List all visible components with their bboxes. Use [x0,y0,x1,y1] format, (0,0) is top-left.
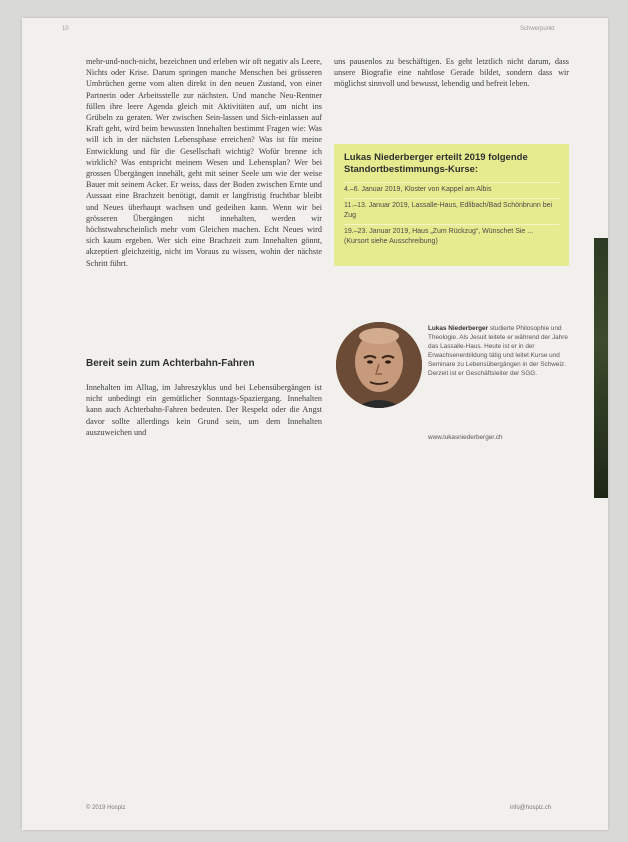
course-item: 19.–23. Januar 2019, Haus „Zum Rückzug“, Wünschet Sie ... (Kursort siehe Ausschreibung) [344,224,559,250]
author-portrait-illustration [336,322,422,408]
section-label: Schwerpunkt [520,26,555,32]
author-portrait [336,322,422,408]
edge-photo-strip [594,238,608,498]
footer-contact: info@hospiz.ch [510,805,552,811]
left-paragraph-1: mehr-und-noch-nicht, bezeichnen und erleben wir oft negativ als Leere, Nichts oder Krise. Darum springen manche Menschen bei grösseren Umbrüchen gerne vom alten direkt in den neuen Zustand, von einer Partnerin oder Arbeitsstelle zur nächsten. Und manche Neu-Rentner füllen ihre leere Agenda gleich mit Aktivitäten auf, um nicht ins Grübeln zu geraten. Wer zwischen Sein-lassen und Sich-einlassen auf Kraft geht, wird beim bewussten Innehalten bestimmt Fragen wie: Was will ich in der nächsten Lebensphase erreichen? Was ist für meine Entwicklung und für die Gesellschaft wichtig? Wofür brenne ich wirklich? Was entspricht meinem Wesen und Lebensplan? Wer bei grossen Übergängen innehält, geht mit seiner Seele um wie der weise Bauer mit seinem Acker. Er weiss, dass der Boden zwischen Ernte und Aussaat eine Brachzeit benötigt, damit er langfristig fruchtbar bleibt und Neues überhaupt wachsen und gedeihen kann. Wenn wir bei grösseren Übergängen nicht innehalten, werden wir höchstwahrscheinlich mehr vom Gleichen machen. Echt Neues wird sich kaum ergeben. Wer sich eine Brachzeit zum Innehalten gönnt, akzeptiert gleichzeitig, nicht im Voraus zu wissen, wohin der nächste Schritt führt. [86,57,322,268]
author-bio-text: studierte Philosophie und Theologie. Als Jesuit leitete er während der Jahre das Lassalle-Haus. Heute ist er in der Erwachsenenbildung tätig und leitet Kurse und Seminare zu Lebensübergängen in der Schweiz. Derzeit ist er Geschäftsleiter der SGG. [428,325,568,377]
right-column-text [334,56,569,90]
left-column-text-2 [86,382,322,438]
course-info-box [334,144,569,266]
author-name: Lukas Niederberger [428,325,489,332]
left-paragraph-2: Innehalten im Alltag, im Jahreszyklus und bei Lebensübergängen ist nicht unbedingt ein gemütlicher Sonntags-Spaziergang. Innehalten kann auch Achterbahn-Fahren bedeuten. Der Respekt oder die Angst davor sollte allerdings kein Grund sein, um dem Innehalten auszuweichen und [86,383,322,437]
right-paragraph-top: uns pausenlos zu beschäftigen. Es geht letztlich nicht darum, dass unsere Biografie eine nahtlose Gerade bildet, sondern dass wir möglichst sinnvoll und bewusst, lebendig und befreit leben. [334,57,569,89]
course-item: 11.–13. Januar 2019, Lassalle-Haus, Edlibach/Bad Schönbrunn bei Zug [344,198,559,224]
footer-copyright: © 2019 Hospiz [86,805,126,811]
page-number: 10 [62,26,69,32]
course-box-title: Lukas Niederberger erteilt 2019 folgende Standortbestimmungs-Kurse: [344,152,528,175]
author-website-link[interactable]: www.lukasniederberger.ch [428,434,503,441]
course-item: 4.–6. Januar 2019, Kloster von Kappel am Albis [344,182,559,198]
left-column-text [86,56,322,269]
author-bio [428,324,570,378]
section-heading: Bereit sein zum Achterbahn-Fahren [86,358,255,369]
